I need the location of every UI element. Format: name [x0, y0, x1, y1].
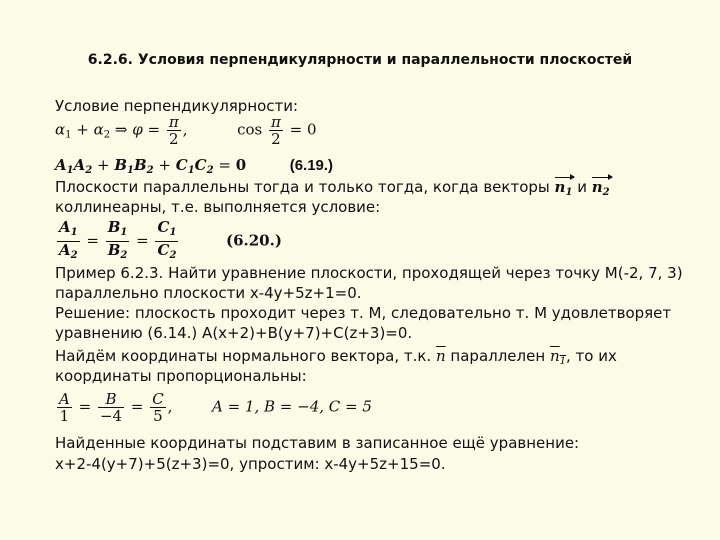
formula-parallel-ratio: $\frac{A_1}{A_2}$ = $\frac{B_1}{B_2}$ = $\frac{C_1}{C_2}$ (6.20.) — [59, 218, 282, 261]
equation-label-6-19: (6.19.) — [289, 157, 334, 174]
text-final-equation: x+2-4(y+7)+5(z+3)=0, упростим: x-4y+5z+15=0. — [55, 455, 446, 473]
text-substitute: Найденные координаты подставим в записанное ещё уравнение: — [55, 434, 580, 452]
slide-title: 6.2.6. Условия перпендикулярности и параллельности плоскостей — [87, 52, 633, 68]
text-example-plane: параллельно плоскости x-4y+5z+1=0. — [55, 284, 362, 302]
text-normal-vector: Найдём координаты нормального вектора, т.к. $\overline{n}$ параллелен $n_1$, то их — [55, 347, 617, 367]
formula-perpendicularity: $A_1A_2 + B_1B_2 + C_1C_2 = 0$ (6.19.) — [55, 156, 334, 176]
equation-label-6-20: (6.20.) — [225, 231, 282, 250]
formula-angle-condition: $\alpha_1 + \alpha_2$ ⇒ φ = $\frac{\pi}{2}$ , cos $\frac{\pi}{2}$ = 0 — [55, 113, 317, 148]
text-collinear: коллинеарны, т.е. выполняется условие: — [55, 198, 381, 216]
text-proportional: координаты пропорциональны: — [55, 367, 307, 385]
formula-proportion-values: $\frac{A}{1}$ = $\frac{B}{-4}$ = $\frac{C}{5}$ , A = 1, B = −4, C = 5 — [59, 390, 372, 425]
text-solution-1: Решение: плоскость проходит через т. М, следовательно т. М удовлетворяет — [55, 304, 672, 322]
text-example-statement: Пример 6.2.3. Найти уравнение плоскости, проходящей через точку М(-2, 7, 3) — [55, 264, 683, 282]
text-perpendicular-condition: Условие перпендикулярности: — [55, 97, 299, 115]
text-solution-2: уравнению (6.14.) A(x+2)+B(y+7)+C(z+3)=0. — [55, 324, 413, 342]
text-parallel-condition: Плоскости параллельны тогда и только тогда, когда векторы $n_1$ и $n_2$ — [55, 178, 610, 202]
